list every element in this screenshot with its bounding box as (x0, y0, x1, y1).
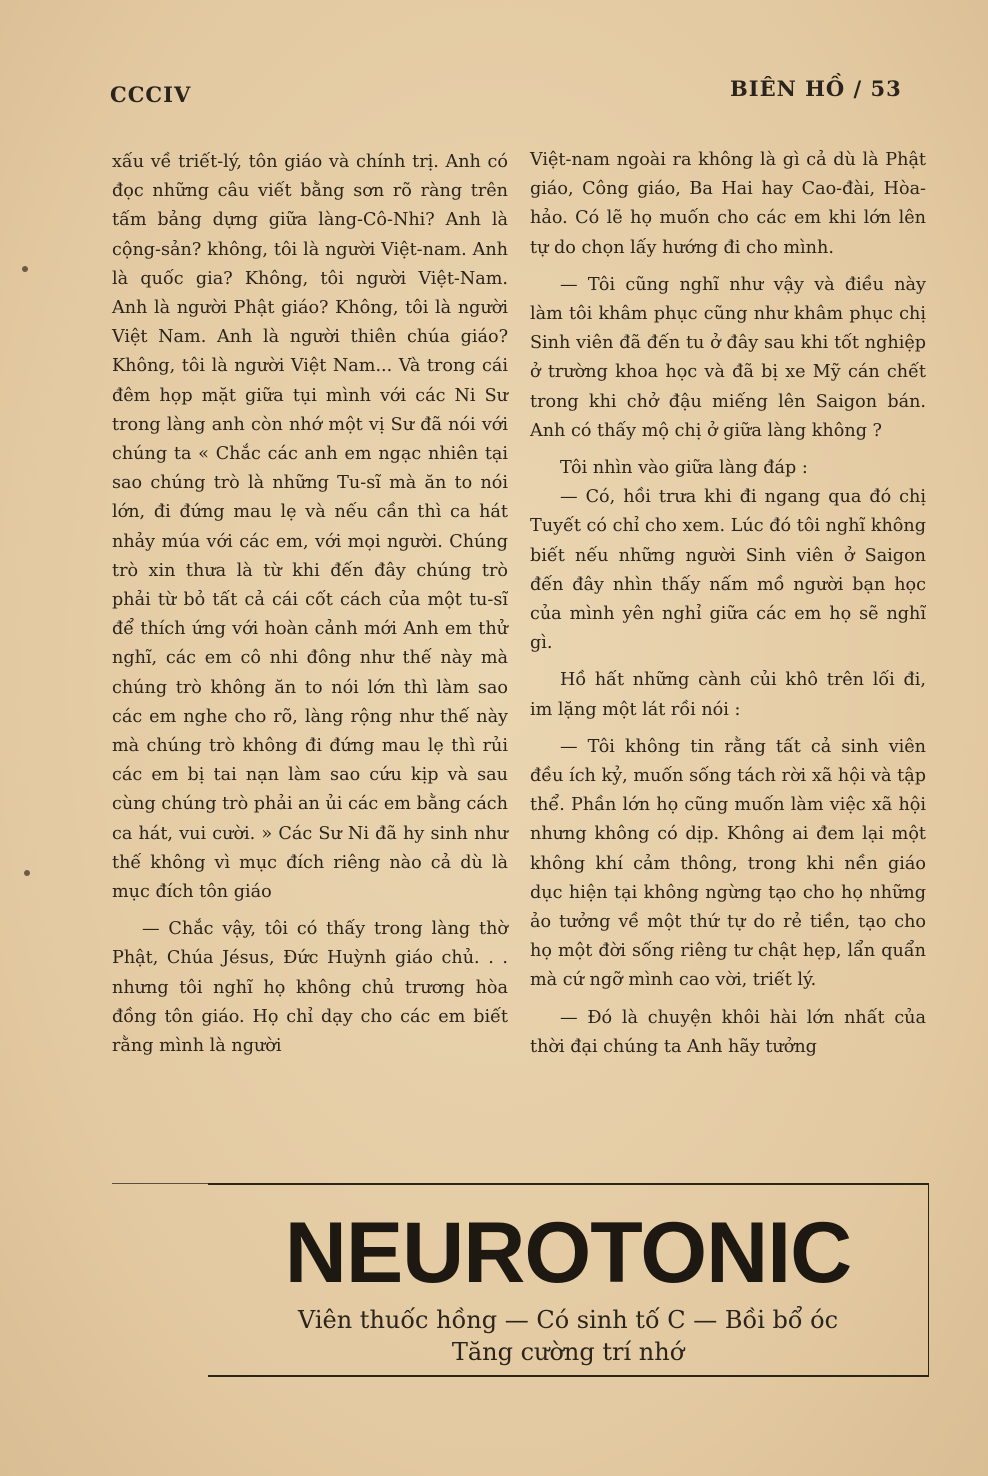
paragraph: — Tôi không tin rằng tất cả sinh viên đều ích kỷ, muốn sống tách rời xã hội và tập thể. Phần lớn họ cũng muốn làm việc xã hội nhưng không có dịp. Không ai đem lại một không khí cảm thông, trong khi nền giáo dục hiện tại không ngừng tạo cho họ những ảo tưởng về một thứ tự do rẻ tiền, tạo cho họ một đời sống riêng tư chật hẹp, lẩn quẩn mà cứ ngỡ mình cao vời, triết lý. (530, 736, 926, 991)
paragraph: — Tôi cũng nghĩ như vậy và điều này làm tôi khâm phục cũng như khâm phục chị Sinh viên đã đến tu ở đây sau khi tốt nghiệp ở trường khoa học và đã bị xe Mỹ cán chết trong khi chở đậu miếng lên Saigon bán. Anh có thấy mộ chị ở giữa làng không ? (530, 274, 926, 441)
ad-tagline: Viên thuốc hồng — Có sinh tố C — Bồi bổ óc (297, 1306, 839, 1334)
paragraph: Việt-nam ngoài ra không là gì cả dù là Phật giáo, Công giáo, Ba Hai hay Cao-đài, Hòa-hảo. Có lẽ họ muốn cho các em khi lớn lên tự do chọn lấy hướng đi cho mình. (530, 150, 926, 258)
divider-rule (112, 1183, 208, 1184)
paragraph: — Có, hồi trưa khi đi ngang qua đó chị Tuyết có chỉ cho xem. Lúc đó tôi nghĩ không biết nếu những người Sinh viên ở Saigon đến đây nhìn thấy nấm mồ người bạn học của mình yên nghỉ giữa các em họ sẽ nghĩ gì. (530, 487, 926, 654)
paragraph: Tôi nhìn vào giữa làng đáp : (560, 458, 808, 479)
paragraph: xấu về triết-lý, tôn giáo và chính trị. Anh có đọc những câu viết bằng sơn rõ ràng trên tấm bảng dựng giữa làng-Cô-Nhi? Anh là cộng-sản? không, tôi là người Việt-nam. Anh là quốc gia? Không, tôi người Việt-Nam. Anh là người Phật giáo? Không, tôi là người Việt Nam. Anh là người thiên chúa giáo? Không, tôi là người Việt Nam... Và trong cái đêm họp mặt giữa tụi mình với các Ni Sư trong làng anh còn nhớ một vị Sư đã nói với chúng ta « Chắc các anh em ngạc nhiên tại sao chúng trò là những Tu-sĩ mà ăn to nói lớn, đi đứng mau lẹ và nếu cần thì ca hát nhảy múa với các em, với mọi người. Chúng trò xin thưa là từ khi đến đây chúng trò phải từ bỏ tất cả cái cốt cách của một tu-sĩ để thích ứng với hoàn cảnh mới Anh em thử nghĩ, các em cô nhi đông như thế này mà chúng trò không ăn to nói lớn thì làm sao các em nghe cho rõ, làng rộng như thế này mà chúng trò không đi đứng mau lẹ thì rủi các em bị tai nạn làm sao cứu kịp và sau cùng chúng trò phải an ủi các em bằng cách ca hát, vui cười. » Các Sư Ni đã hy sinh như thế không vì mục đích riêng nào cả dù là mục đích tôn giáo (112, 152, 508, 903)
advertisement-box (208, 1183, 929, 1377)
print-speck (24, 870, 30, 876)
text-column-left (112, 148, 508, 1061)
ad-brand-name: NEUROTONIC (284, 1205, 852, 1301)
paragraph: — Chắc vậy, tôi có thấy trong làng thờ Phật, Chúa Jésus, Đức Huỳnh giáo chủ. . . nhưng tôi nghĩ họ không chủ trương hòa đồng tôn giáo. Họ chỉ dạy cho các em biết rằng mình là người (112, 919, 508, 1057)
running-header-right: BIÊN HỒ / 53 (730, 76, 902, 101)
paragraph: — Đó là chuyện khôi hài lớn nhất của thời đại chúng ta Anh hãy tưởng (530, 1007, 926, 1057)
print-speck (22, 266, 28, 272)
running-header-left: CCCIV (110, 82, 192, 107)
text-column-right (530, 146, 926, 1062)
paragraph: Hồ hất những cành củi khô trên lối đi, im lặng một lát rồi nói : (530, 670, 926, 720)
ad-subtagline: Tăng cường trí nhớ (451, 1338, 685, 1366)
